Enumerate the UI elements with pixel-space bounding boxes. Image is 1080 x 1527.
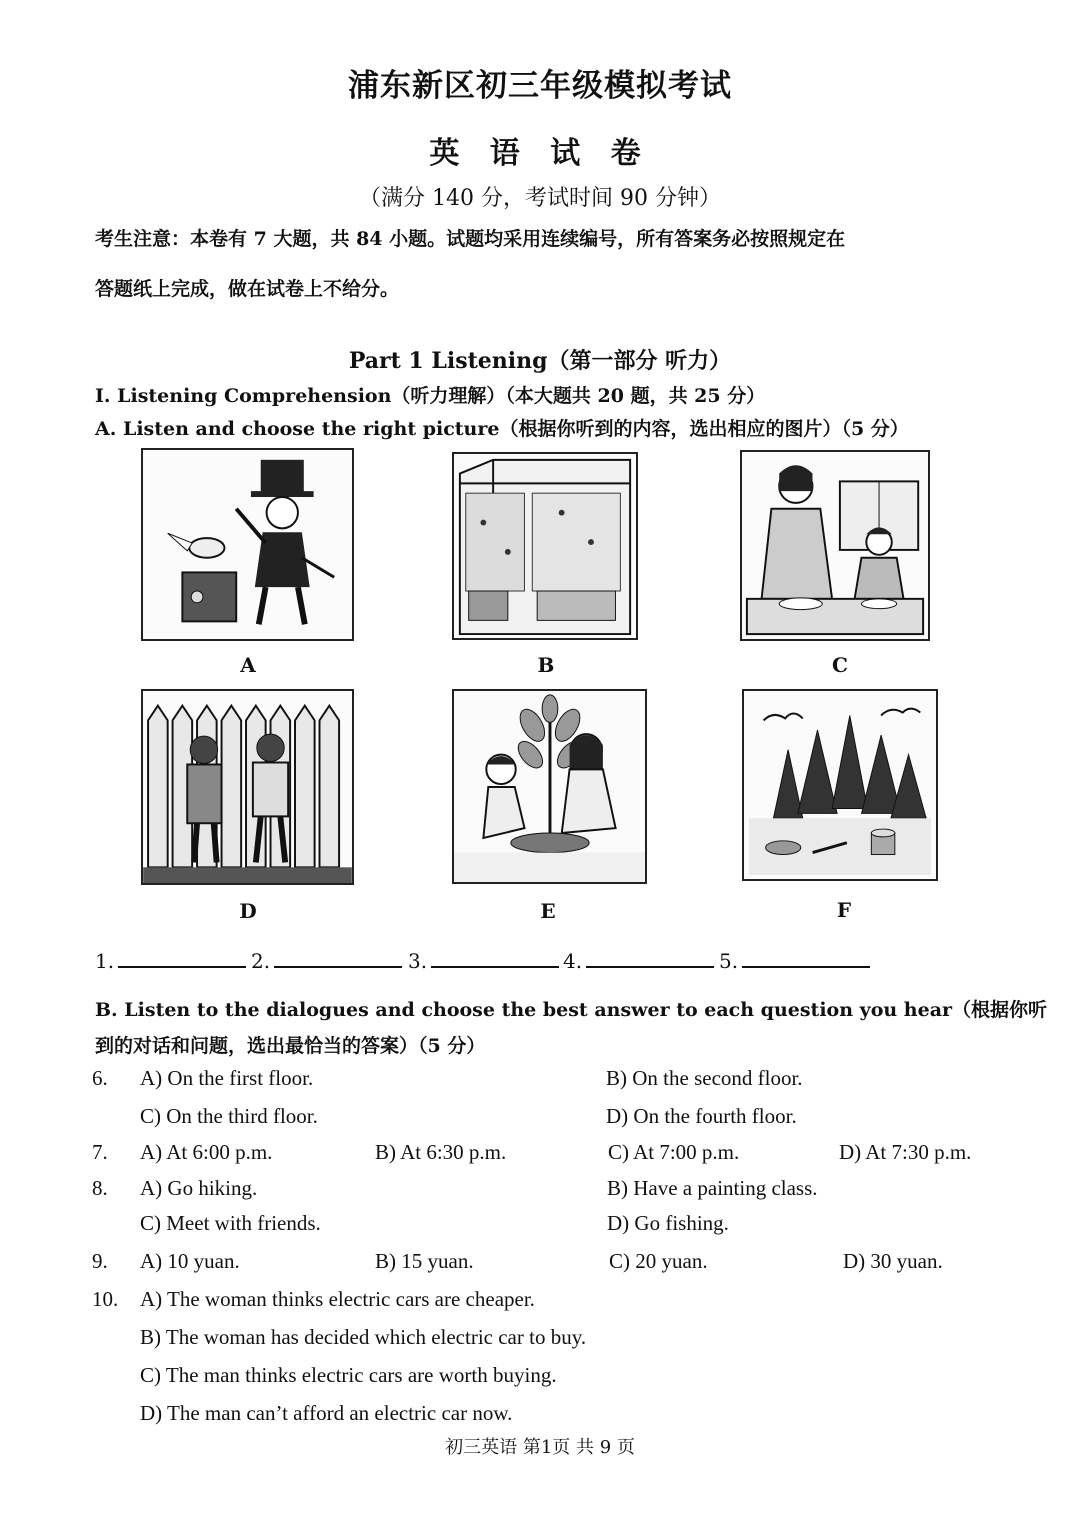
question-9-option-c[interactable]: C) 20 yuan.: [609, 1249, 708, 1273]
cooking-family-icon: [742, 452, 928, 639]
forest-stumps-icon: [744, 691, 936, 879]
question-7-option-c[interactable]: C) At 7:00 p.m.: [608, 1140, 740, 1164]
question-10-option-c[interactable]: C) The man thinks electric cars are worth buying.: [140, 1363, 557, 1387]
question-7-option-b[interactable]: B) At 6:30 p.m.: [375, 1140, 507, 1164]
question-8-option-a[interactable]: A) Go hiking.: [140, 1176, 258, 1200]
question-7-option-d[interactable]: D) At 7:30 p.m.: [839, 1140, 972, 1164]
question-9-option-d[interactable]: D) 30 yuan.: [843, 1249, 943, 1273]
picture-label-e: E: [540, 899, 556, 923]
question-6-option-b[interactable]: B) On the second floor.: [606, 1066, 803, 1090]
picture-label-b: B: [537, 653, 555, 677]
question-8-option-d[interactable]: D) Go fishing.: [607, 1211, 729, 1235]
picture-label-d: D: [239, 899, 257, 923]
picture-f: [742, 689, 938, 881]
picture-label-c: C: [832, 653, 848, 677]
picture-d: [141, 689, 354, 885]
page-footer: 初三英语 第1页 共 9 页: [445, 1437, 635, 1458]
section-a-title: A. Listen and choose the right picture（根据你听到的内容，选出相应的图片）（5 分）: [95, 418, 909, 440]
section-i-title: I. Listening Comprehension（听力理解）（本大题共 20 题，共 25 分）: [95, 385, 766, 407]
answer-blank-3[interactable]: 3.: [408, 946, 559, 973]
notice-line-1: 考生注意：本卷有 7 大题，共 84 小题。试题均采用连续编号，所有答案务必按照规定在: [95, 228, 846, 250]
exam-subtitle: 英 语 试 卷: [429, 136, 651, 171]
question-10-option-b[interactable]: B) The woman has decided which electric car to buy.: [140, 1325, 587, 1349]
part-title: Part 1 Listening（第一部分 听力）: [348, 348, 732, 374]
question-9-option-a[interactable]: A) 10 yuan.: [140, 1249, 240, 1273]
picture-label-a: A: [240, 653, 256, 677]
question-6-option-c[interactable]: C) On the third floor.: [140, 1104, 318, 1128]
question-6-option-a[interactable]: A) On the first floor.: [140, 1066, 314, 1090]
answer-blank-2[interactable]: 2.: [251, 946, 402, 973]
question-9-number: 9.: [92, 1249, 108, 1273]
picture-label-f: F: [836, 898, 852, 922]
question-10-option-d[interactable]: D) The man can’t afford an electric car now.: [140, 1401, 513, 1425]
answer-blank-5[interactable]: 5.: [719, 946, 870, 973]
full-mark-note: （满分 140 分，考试时间 90 分钟）: [359, 186, 721, 211]
question-8-option-c[interactable]: C) Meet with friends.: [140, 1211, 321, 1235]
painting-fence-icon: [143, 691, 352, 883]
question-10-option-a[interactable]: A) The woman thinks electric cars are cheaper.: [140, 1287, 535, 1311]
picture-b: [452, 452, 638, 640]
picture-a: [141, 448, 354, 641]
section-b-title-line-2: 到的对话和问题，选出最恰当的答案）（5 分）: [95, 1035, 486, 1057]
question-9-option-b[interactable]: B) 15 yuan.: [375, 1249, 474, 1273]
picture-c: [740, 450, 930, 641]
picture-e: [452, 689, 647, 884]
notice-line-2: 答题纸上完成，做在试卷上不给分。: [95, 278, 400, 300]
answer-blank-1[interactable]: 1.: [95, 946, 246, 973]
question-6-option-d[interactable]: D) On the fourth floor.: [606, 1104, 797, 1128]
question-7-number: 7.: [92, 1140, 108, 1164]
question-7-option-a[interactable]: A) At 6:00 p.m.: [140, 1140, 273, 1164]
question-10-number: 10.: [92, 1287, 119, 1311]
question-8-option-b[interactable]: B) Have a painting class.: [607, 1176, 818, 1200]
aquarium-room-icon: [454, 454, 636, 638]
question-8-number: 8.: [92, 1176, 108, 1200]
question-6-number: 6.: [92, 1066, 108, 1090]
section-b-title-line-1: B. Listen to the dialogues and choose the best answer to each question you hear（根据你听: [95, 999, 1048, 1021]
magician-icon: [143, 450, 352, 639]
exam-title: 浦东新区初三年级模拟考试: [348, 68, 732, 104]
planting-tree-icon: [454, 691, 645, 882]
answer-blank-4[interactable]: 4.: [563, 946, 714, 973]
